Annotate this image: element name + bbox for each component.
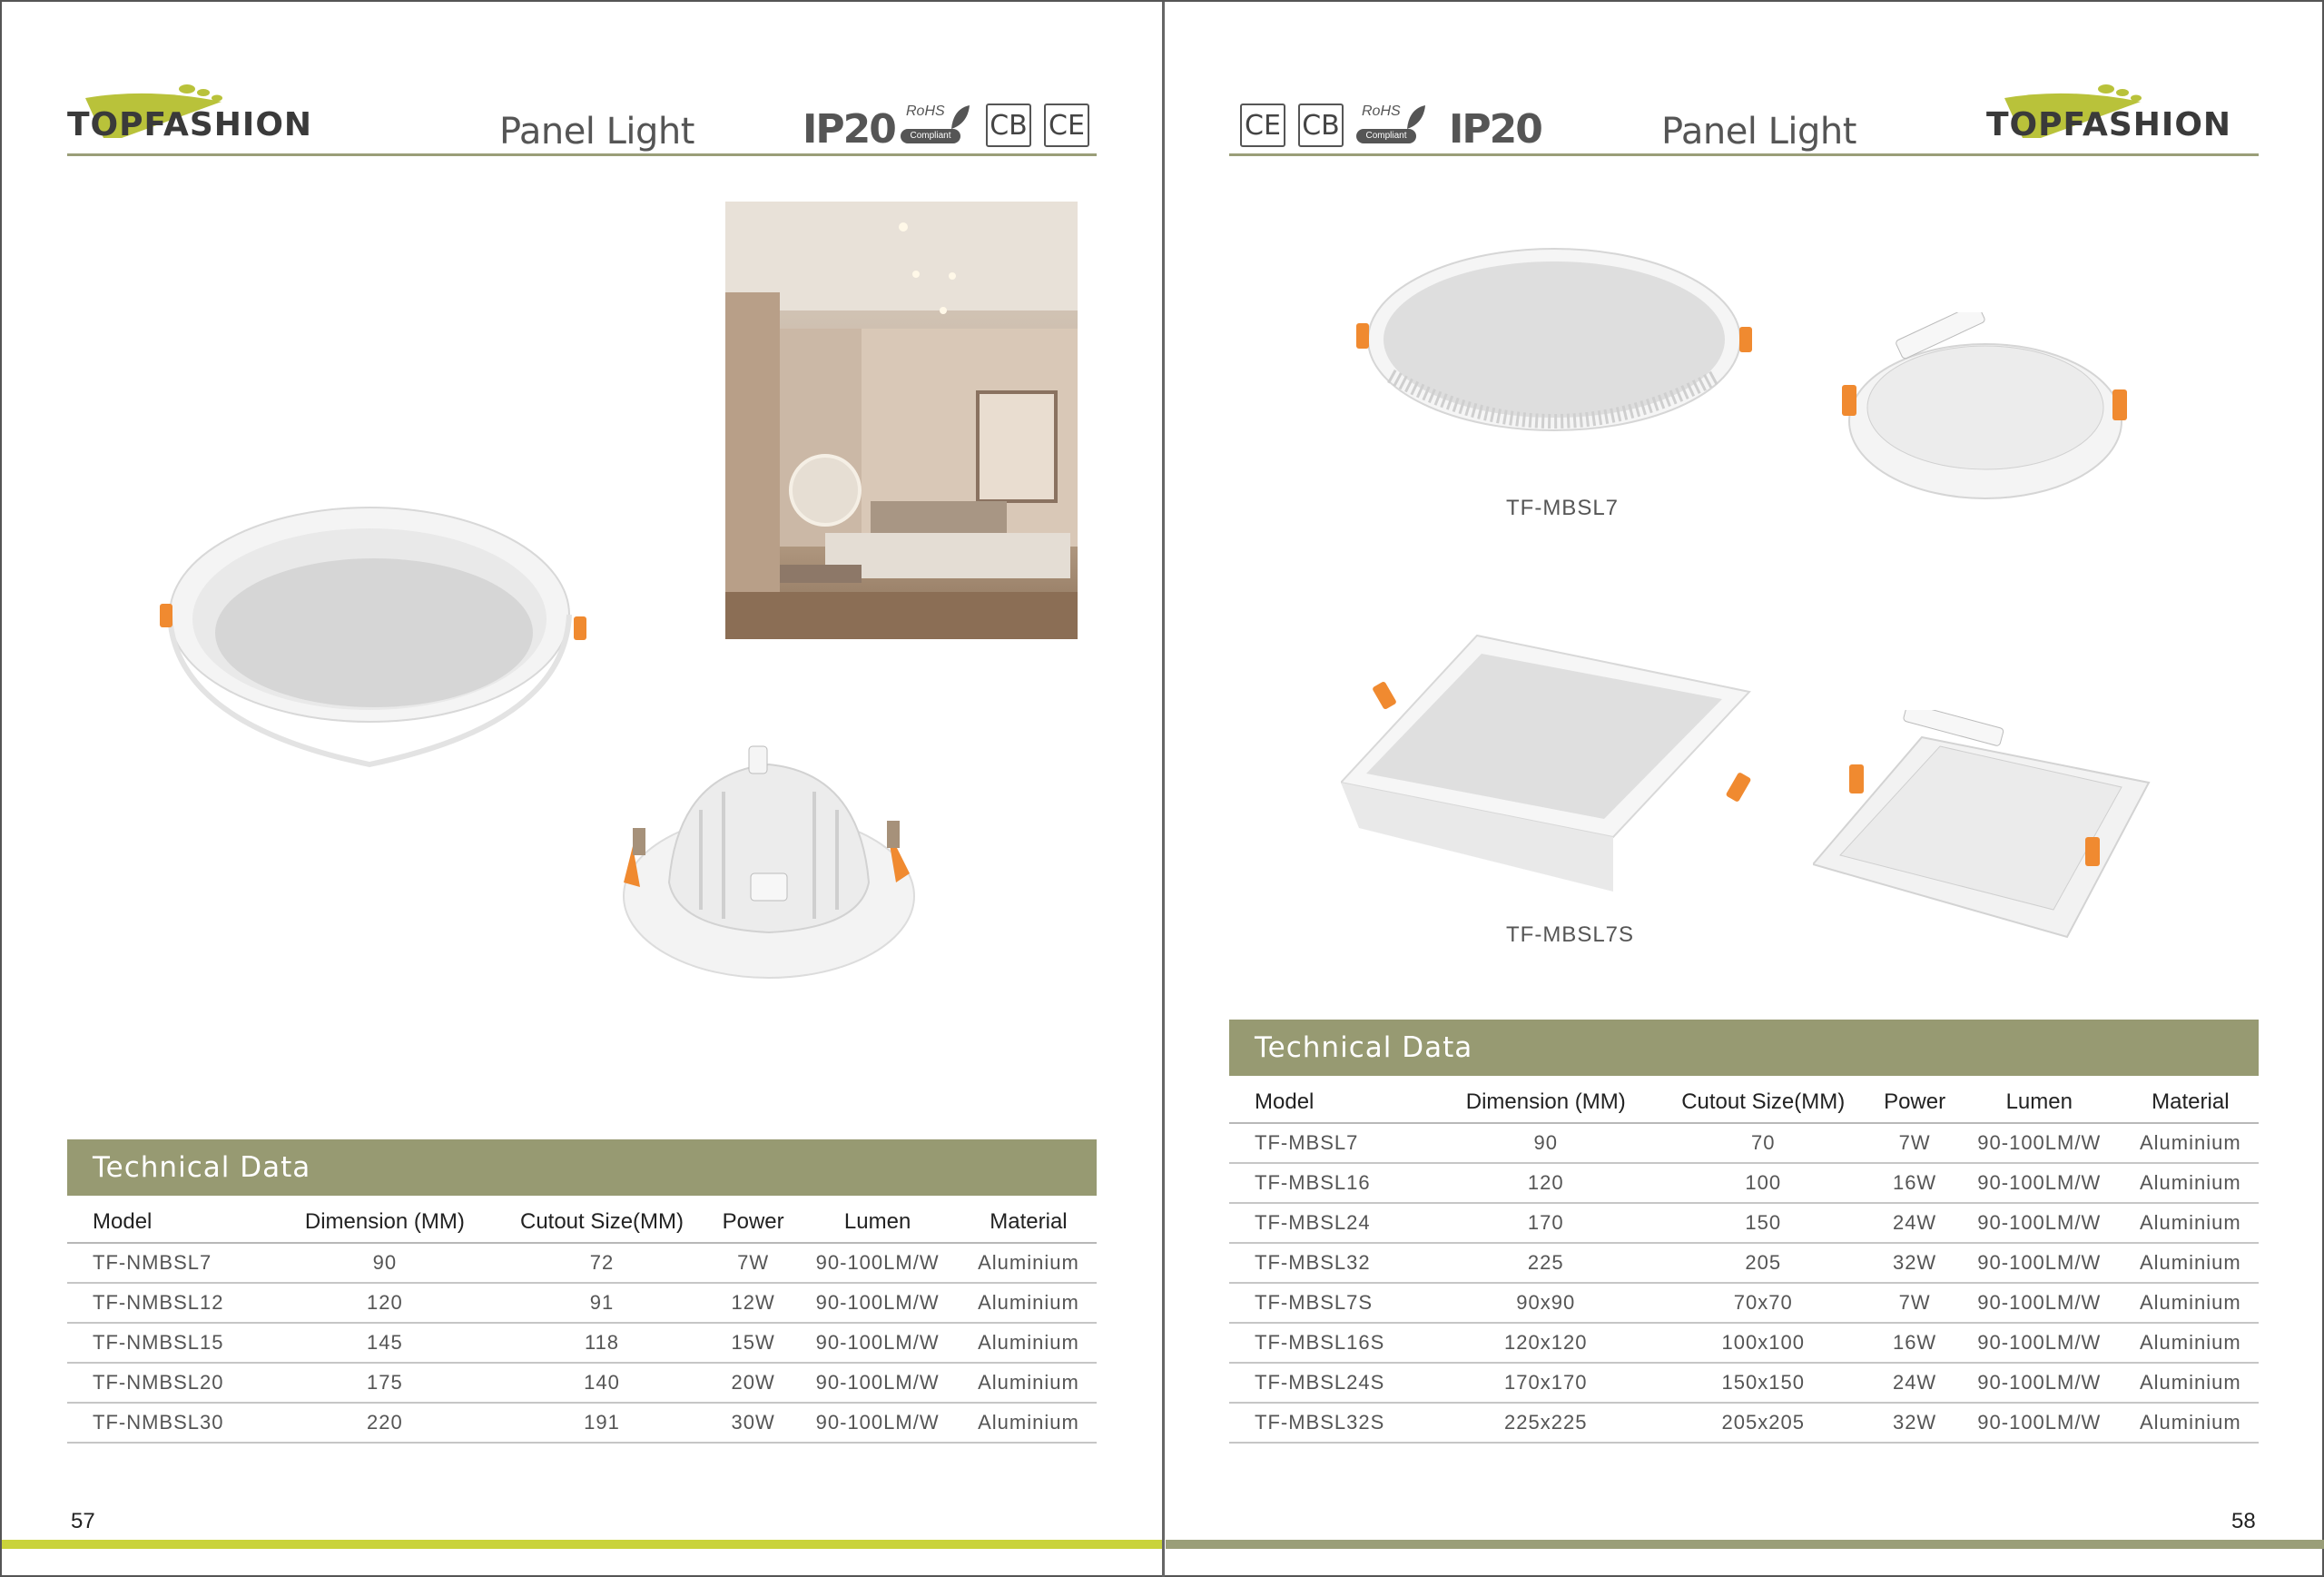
table-cell: 90-100LM/W [794, 1323, 960, 1363]
page-title: Panel Light [499, 111, 694, 153]
table-cell: Aluminium [960, 1243, 1097, 1283]
rohs-badge [1356, 100, 1429, 145]
table-cell: 205x205 [1653, 1403, 1873, 1443]
table-row [1229, 1283, 2259, 1323]
table-cell: 90-100LM/W [794, 1243, 960, 1283]
table-cell: 170 [1438, 1203, 1653, 1243]
table-cell: TF-MBSL16 [1229, 1163, 1438, 1203]
table-cell: 118 [492, 1323, 712, 1363]
table-cell: 7W [712, 1243, 794, 1283]
table-cell: 12W [712, 1283, 794, 1323]
table-cell: TF-NMBSL30 [67, 1403, 278, 1443]
table-cell: 72 [492, 1243, 712, 1283]
column-header: Power [1873, 1076, 1956, 1123]
table-cell: TF-MBSL24 [1229, 1203, 1438, 1243]
table-cell: TF-MBSL16S [1229, 1323, 1438, 1363]
table-cell: 90-100LM/W [1956, 1283, 2122, 1323]
column-header: Dimension (MM) [278, 1196, 492, 1243]
table-cell: 7W [1873, 1123, 1956, 1163]
column-header: Model [67, 1196, 278, 1243]
technical-data-table-left [67, 1139, 1097, 1444]
table-row [1229, 1123, 2259, 1163]
column-header: Dimension (MM) [1438, 1076, 1653, 1123]
table-cell: 225 [1438, 1243, 1653, 1283]
table-cell: TF-NMBSL20 [67, 1363, 278, 1403]
page-header [67, 65, 1097, 156]
round-slim-front-image [1354, 240, 1754, 458]
table-cell: 32W [1873, 1243, 1956, 1283]
cb-mark: CB [986, 103, 1031, 147]
header-rule [67, 153, 1097, 156]
table-row [1229, 1403, 2259, 1443]
column-header: Lumen [1956, 1076, 2122, 1123]
table-cell: TF-MBSL32S [1229, 1403, 1438, 1443]
table-cell: 120 [278, 1283, 492, 1323]
table-cell: 90 [278, 1243, 492, 1283]
brand-wordmark: TOPFASHION [1986, 106, 2232, 143]
table-cell: Aluminium [960, 1403, 1097, 1443]
rohs-label: RoHS [906, 103, 945, 119]
table-cell: 16W [1873, 1163, 1956, 1203]
round-panel-front-image [156, 506, 592, 778]
rohs-label: RoHS [1362, 103, 1401, 119]
ip-rating: IP20 [803, 106, 895, 153]
table-cell: 90-100LM/W [1956, 1123, 2122, 1163]
column-header: Power [712, 1196, 794, 1243]
table-cell: 30W [712, 1403, 794, 1443]
table-cell: 20W [712, 1363, 794, 1403]
table-row [67, 1283, 1097, 1323]
page-number: 57 [71, 1509, 95, 1533]
table-cell: TF-NMBSL12 [67, 1283, 278, 1323]
table-cell: 90-100LM/W [794, 1363, 960, 1403]
table-row [1229, 1203, 2259, 1243]
table-cell: Aluminium [2122, 1283, 2259, 1323]
column-header: Material [960, 1196, 1097, 1243]
bedroom-application-photo [725, 202, 1078, 639]
table-row [67, 1243, 1097, 1283]
technical-data-table-right [1229, 1020, 2259, 1444]
ip-rating: IP20 [1449, 106, 1541, 153]
round-panel-back-image [615, 737, 941, 991]
table-cell: 191 [492, 1403, 712, 1443]
column-header: Cutout Size(MM) [492, 1196, 712, 1243]
table-cell: TF-MBSL24S [1229, 1363, 1438, 1403]
spec-table [1229, 1076, 2259, 1444]
table-cell: Aluminium [2122, 1403, 2259, 1443]
table-cell: Aluminium [960, 1363, 1097, 1403]
table-cell: Aluminium [2122, 1323, 2259, 1363]
square-panel-front-image [1341, 628, 1758, 901]
rohs-compliant: Compliant [901, 129, 960, 143]
column-header: Lumen [794, 1196, 960, 1243]
table-cell: 140 [492, 1363, 712, 1403]
page-header [1229, 65, 2259, 156]
rohs-badge [901, 100, 973, 145]
table-cell: 90x90 [1438, 1283, 1653, 1323]
table-row [1229, 1243, 2259, 1283]
table-cell: 90-100LM/W [794, 1403, 960, 1443]
table-cell: 90-100LM/W [1956, 1363, 2122, 1403]
footer-bar-lime [2, 1540, 1162, 1549]
page-57 [2, 2, 1164, 1577]
rohs-compliant: Compliant [1356, 129, 1416, 143]
caption-square: TF-MBSL7S [1506, 922, 1635, 947]
brand-wordmark: TOPFASHION [67, 106, 313, 143]
table-cell: 90-100LM/W [1956, 1203, 2122, 1243]
table-cell: 90-100LM/W [794, 1283, 960, 1323]
table-header-row [1229, 1076, 2259, 1123]
page-58 [1164, 2, 2324, 1577]
table-cell: TF-NMBSL15 [67, 1323, 278, 1363]
table-cell: TF-MBSL7 [1229, 1123, 1438, 1163]
page-title: Panel Light [1661, 111, 1856, 153]
table-cell: 90-100LM/W [1956, 1403, 2122, 1443]
table-cell: 24W [1873, 1363, 1956, 1403]
table-row [67, 1403, 1097, 1443]
table-row [1229, 1323, 2259, 1363]
column-header: Material [2122, 1076, 2259, 1123]
cb-mark: CB [1298, 103, 1344, 147]
table-cell: TF-NMBSL7 [67, 1243, 278, 1283]
table-cell: 170x170 [1438, 1363, 1653, 1403]
spec-table [67, 1196, 1097, 1444]
table-cell: 24W [1873, 1203, 1956, 1243]
technical-data-heading: Technical Data [67, 1139, 1097, 1196]
table-cell: 70x70 [1653, 1283, 1873, 1323]
brand-logo [67, 71, 340, 143]
table-cell: Aluminium [2122, 1123, 2259, 1163]
table-cell: 225x225 [1438, 1403, 1653, 1443]
table-cell: Aluminium [2122, 1163, 2259, 1203]
column-header: Cutout Size(MM) [1653, 1076, 1873, 1123]
table-row [1229, 1363, 2259, 1403]
table-row [67, 1363, 1097, 1403]
table-cell: 205 [1653, 1243, 1873, 1283]
table-cell: 100 [1653, 1163, 1873, 1203]
table-cell: 32W [1873, 1403, 1956, 1443]
table-cell: 91 [492, 1283, 712, 1323]
footer-bar-olive [1166, 1540, 2324, 1549]
table-cell: 90 [1438, 1123, 1653, 1163]
table-cell: 7W [1873, 1283, 1956, 1323]
table-cell: 120x120 [1438, 1323, 1653, 1363]
table-cell: Aluminium [2122, 1203, 2259, 1243]
square-panel-back-image [1813, 710, 2158, 955]
table-cell: 120 [1438, 1163, 1653, 1203]
table-cell: 100x100 [1653, 1323, 1873, 1363]
leaf-icon [1405, 103, 1427, 131]
table-cell: 145 [278, 1323, 492, 1363]
table-cell: 220 [278, 1403, 492, 1443]
table-cell: 70 [1653, 1123, 1873, 1163]
table-cell: Aluminium [960, 1323, 1097, 1363]
page-number: 58 [2231, 1509, 2256, 1533]
header-rule [1229, 153, 2259, 156]
table-cell: Aluminium [2122, 1363, 2259, 1403]
table-row [1229, 1163, 2259, 1203]
round-slim-back-image [1840, 312, 2131, 512]
technical-data-heading: Technical Data [1229, 1020, 2259, 1076]
table-cell: TF-MBSL7S [1229, 1283, 1438, 1323]
table-cell: 16W [1873, 1323, 1956, 1363]
table-cell: 175 [278, 1363, 492, 1403]
table-cell: 90-100LM/W [1956, 1323, 2122, 1363]
table-cell: Aluminium [960, 1283, 1097, 1323]
table-cell: 150 [1653, 1203, 1873, 1243]
table-cell: 15W [712, 1323, 794, 1363]
table-cell: TF-MBSL32 [1229, 1243, 1438, 1283]
ce-mark: CE [1044, 103, 1089, 147]
caption-round: TF-MBSL7 [1506, 496, 1620, 520]
table-cell: 90-100LM/W [1956, 1243, 2122, 1283]
brand-logo [1986, 71, 2259, 143]
table-cell: 90-100LM/W [1956, 1163, 2122, 1203]
table-row [67, 1323, 1097, 1363]
table-header-row [67, 1196, 1097, 1243]
leaf-icon [950, 103, 971, 131]
column-header: Model [1229, 1076, 1438, 1123]
ce-mark: CE [1240, 103, 1285, 147]
table-cell: Aluminium [2122, 1243, 2259, 1283]
table-cell: 150x150 [1653, 1363, 1873, 1403]
